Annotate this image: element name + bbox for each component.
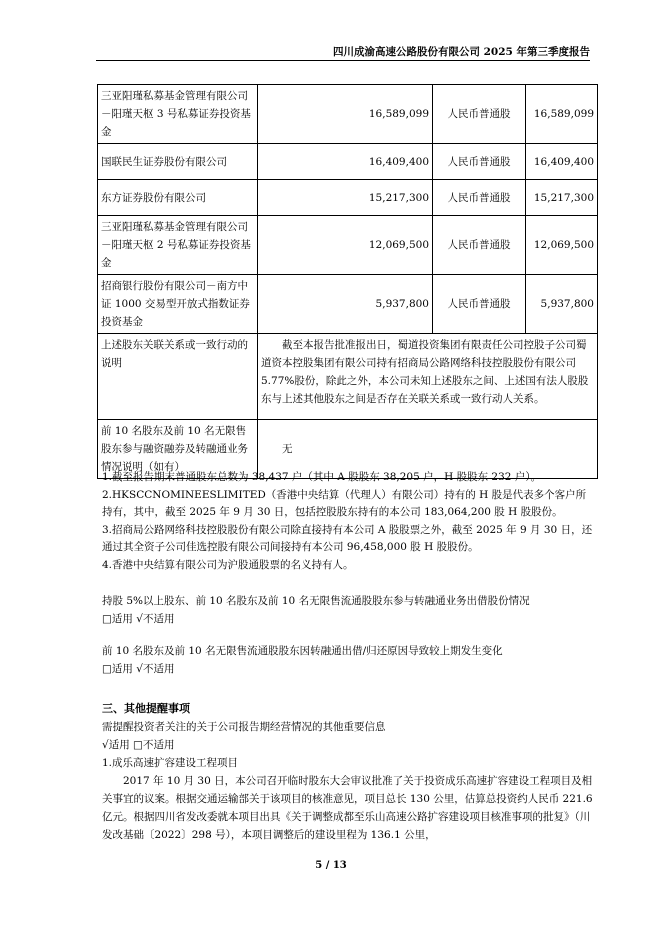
lending-block (102, 592, 596, 628)
share-type-quantity: 16,409,400 (526, 144, 598, 180)
lending-title: 持股 5%以上股东、前 10 名股东及前 10 名无限售流通股股东参与转融通业务出借股份情况 (102, 595, 530, 607)
table-row (98, 275, 598, 334)
table-row (98, 180, 598, 216)
lending-options: □适用 √不适用 (102, 613, 175, 625)
share-type-quantity: 12,069,500 (526, 216, 598, 275)
shareholders-table (97, 84, 598, 479)
share-type-quantity: 5,937,800 (526, 275, 598, 334)
holder-quantity: 16,409,400 (258, 144, 433, 180)
change-title: 前 10 名股东及前 10 名无限售流通股股东因转融通出借/归还原因导致较上期发生变化 (102, 645, 503, 657)
header-divider (96, 60, 590, 61)
margin-text: 无 (258, 420, 598, 479)
holder-quantity: 16,589,099 (258, 85, 433, 144)
note-item: 2.HKSCCNOMINEESLIMITED（香港中央结算（代理人）有限公司）持有的 H 股是代表多个客户所持有，其中，截至 2025 年 9 月 30 日，包括控股股东持有的本公司 183,064,200 股 H 股股份。 (102, 488, 587, 518)
share-type: 人民币普通股 (433, 216, 526, 275)
holder-name: 三亚阳瑾私募基金管理有限公司－阳瑾天枢 2 号私募证券投资基金 (98, 216, 258, 275)
item-paragraph: 2017 年 10 月 30 日，本公司召开临时股东大会审议批准了关于投资成乐高速扩容建设工程项目及相关事宜的议案。根据交通运输部关于该项目的核准意见，项目总长 130 公里，估算总投资约人民币 221.6 亿元。根据四川省发改委就本项目出具《关于调整成都至乐山高速公路扩容建设项目核准事项的批复》（川发改基础〔2022〕298 号），本项目调整后的建设里程为 136.1 公里， (102, 775, 593, 841)
relation-text: 截至本报告批准报出日，蜀道投资集团有限责任公司控股子公司蜀道资本控股集团有限公司持有招商局公路网络科技控股股份有限公司 5.77%股份，除此之外，本公司未知上述股东之间、上述国有法人股股东与上述其他股东之间是否存在关联关系或一致行动人关系。 (258, 334, 598, 420)
change-options: □适用 √不适用 (102, 663, 175, 675)
note-item: 1.截至报告期末普通股东总数为 38,437 户（其中 A 股股东 38,205 户，H 股股东 232 户）。 (102, 471, 542, 483)
report-header: 四川成渝高速公路股份有限公司 2025 年第三季度报告 (332, 46, 590, 58)
table-row (98, 334, 598, 420)
item-title: 1.成乐高速扩容建设工程项目 (102, 757, 239, 769)
table-row (98, 144, 598, 180)
change-block (102, 642, 596, 678)
share-type: 人民币普通股 (433, 275, 526, 334)
relation-label: 上述股东关联关系或一致行动的说明 (98, 334, 258, 420)
holder-name: 招商银行股份有限公司－南方中证 1000 交易型开放式指数证券投资基金 (98, 275, 258, 334)
share-type-quantity: 15,217,300 (526, 180, 598, 216)
share-type: 人民币普通股 (433, 85, 526, 144)
section-title: 三、其他提醒事项 (102, 702, 190, 715)
holder-quantity: 5,937,800 (258, 275, 433, 334)
margin-label: 前 10 名股东及前 10 名无限售股东参与融资融券及转融通业务情况说明（如有） (98, 420, 258, 479)
holder-name: 东方证券股份有限公司 (98, 180, 258, 216)
section-intro: 需提醒投资者关注的关于公司报告期经营情况的其他重要信息 (102, 721, 386, 733)
note-item: 3.招商局公路网络科技控股股份有限公司除直接持有本公司 A 股股票之外，截至 2025 年 9 月 30 日，还通过其全资子公司佳选控股有限公司间接持有本公司 96,458,000 股 H 股股份。 (102, 523, 593, 553)
share-type: 人民币普通股 (433, 180, 526, 216)
holder-quantity: 15,217,300 (258, 180, 433, 216)
section-other-matters (102, 700, 596, 844)
holder-name: 三亚阳瑾私募基金管理有限公司－阳瑾天枢 3 号私募证券投资基金 (98, 85, 258, 144)
table-row (98, 85, 598, 144)
holder-name: 国联民生证券股份有限公司 (98, 144, 258, 180)
note-item: 4.香港中央结算有限公司为沪股通股票的名义持有人。 (102, 558, 354, 571)
share-type: 人民币普通股 (433, 144, 526, 180)
table-row (98, 216, 598, 275)
share-type-quantity: 16,589,099 (526, 85, 598, 144)
page-number: 5 / 13 (315, 860, 347, 871)
notes (102, 469, 596, 574)
section-options: √适用 □不适用 (102, 739, 175, 751)
holder-quantity: 12,069,500 (258, 216, 433, 275)
